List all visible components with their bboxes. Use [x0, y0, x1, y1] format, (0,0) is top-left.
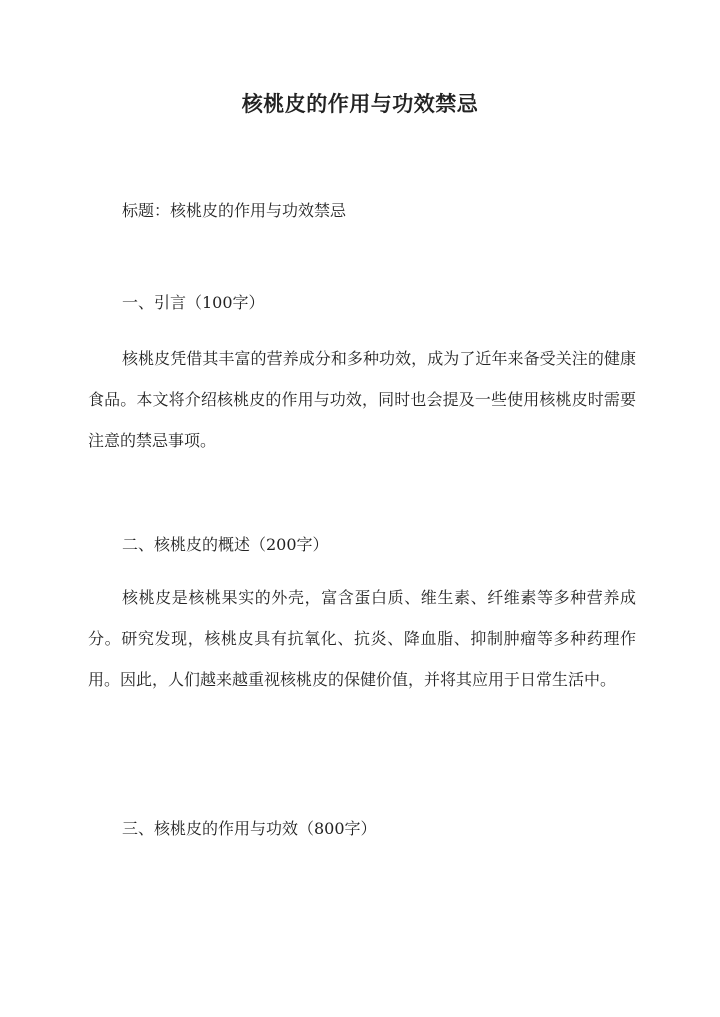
section-heading-introduction: 一、引言（100字） [122, 293, 265, 312]
subtitle-line: 标题：核桃皮的作用与功效禁忌 [122, 201, 347, 220]
section-paragraph-introduction: 核桃皮凭借其丰富的营养成分和多种功效，成为了近年来备受关注的健康食品。本文将介绍核桃皮的作用与功效，同时也会提及一些使用核桃皮时需要注意的禁忌事项。 [88, 349, 636, 450]
section-heading-overview: 二、核桃皮的概述（200字） [122, 535, 329, 554]
section-heading-effects: 三、核桃皮的作用与功效（800字） [122, 819, 377, 838]
document-title: 核桃皮的作用与功效禁忌 [241, 91, 479, 116]
section-paragraph-overview: 核桃皮是核桃果实的外壳，富含蛋白质、维生素、纤维素等多种营养成分。研究发现，核桃皮具有抗氧化、抗炎、降血脂、抑制肿瘤等多种药理作用。因此，人们越来越重视核桃皮的保健价值，并将其应用于日常生活中。 [88, 588, 636, 689]
